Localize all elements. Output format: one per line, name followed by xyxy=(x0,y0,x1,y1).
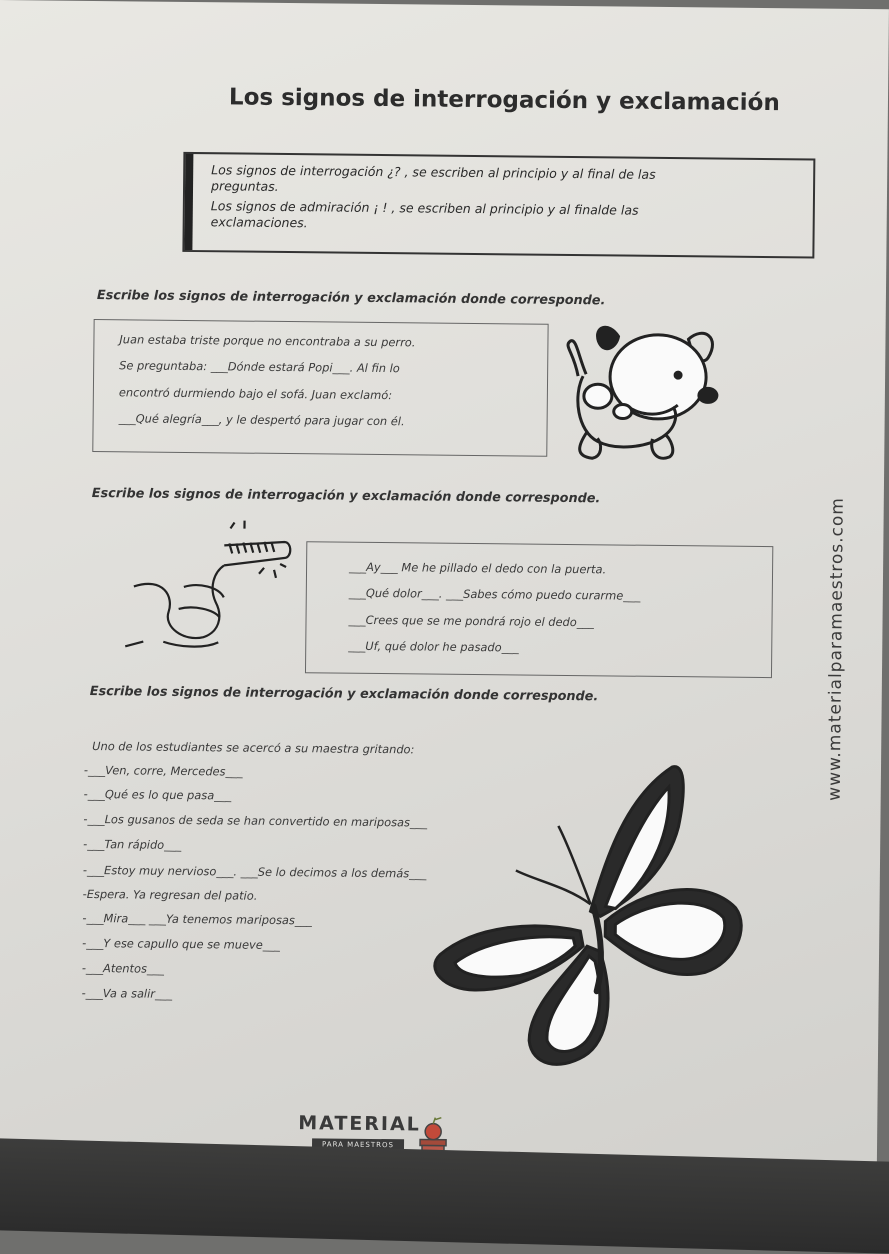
rule-box xyxy=(182,152,815,259)
exercise-3-line-8: -___Y ese capullo que se mueve___ xyxy=(82,935,280,952)
exercise-3-line-5: -___Estoy muy nervioso___. ___Se lo decimos a los demás___ xyxy=(82,862,427,881)
dog-illustration xyxy=(557,316,729,473)
exercise-3-line-2: -___Qué es lo que pasa___ xyxy=(83,786,232,803)
exercise-1-line-4: ___Qué alegría___, y le despertó para jugar con él. xyxy=(118,411,405,429)
pinched-finger-illustration xyxy=(123,516,304,658)
instruction-2: Escribe los signos de interrogación y exclamación donde corresponde. xyxy=(91,485,601,507)
exercise-3-line-10: -___Va a salir___ xyxy=(81,985,173,1001)
exercise-1-line-3: encontró durmiendo bajo el sofá. Juan exclamó: xyxy=(118,385,393,403)
exercise-3-intro: Uno de los estudiantes se acercó a su maestra gritando: xyxy=(92,739,415,757)
exercise-2-line-1: ___Ay___ Me he pillado el dedo con la puerta. xyxy=(349,559,607,577)
butterfly-illustration xyxy=(414,754,757,1078)
instruction-1: Escribe los signos de interrogación y exclamación donde corresponde. xyxy=(96,288,606,309)
exercise-3-line-6: -Espera. Ya regresan del patio. xyxy=(82,886,258,903)
exercise-1-line-1: Juan estaba triste porque no encontraba a su perro. xyxy=(119,332,416,350)
logo-word: MATERIAL xyxy=(298,1112,421,1136)
exercise-3-line-3: -___Los gusanos de seda se han convertido en mariposas___ xyxy=(83,811,428,830)
exercise-3-line-4: -___Tan rápido___ xyxy=(83,836,182,852)
rule-line-3: Los signos de admiración ¡ ! , se escriben al principio y al finalde las xyxy=(210,198,639,218)
exercise-3-line-7: -___Mira___ ___Ya tenemos mariposas___ xyxy=(82,910,312,928)
instruction-3: Escribe los signos de interrogación y exclamación donde corresponde. xyxy=(89,683,599,705)
logo-subtitle: PARA MAESTROS xyxy=(312,1138,404,1151)
rule-line-1: Los signos de interrogación ¿? , se escriben al principio y al final de las xyxy=(211,162,656,182)
rule-line-4: exclamaciones. xyxy=(210,214,308,231)
exercise-2-line-4: ___Uf, qué dolor he pasado___ xyxy=(348,638,519,655)
exercise-2-line-3: ___Crees que se me pondrá rojo el dedo___ xyxy=(348,612,594,630)
exercise-2-line-2: ___Qué dolor___. ___Sabes cómo puedo curarme___ xyxy=(348,585,641,603)
exercise-3-line-1: -___Ven, corre, Mercedes___ xyxy=(83,762,243,779)
rule-box-accent-bar xyxy=(184,154,193,250)
watermark-url: www.materialparamaestros.com xyxy=(824,497,848,801)
rule-line-2: preguntas. xyxy=(210,178,279,194)
page-title: Los signos de interrogación y exclamación xyxy=(228,84,780,117)
exercise-3-line-9: -___Atentos___ xyxy=(81,960,165,976)
exercise-1-line-2: Se preguntaba: ___Dónde estará Popi___. Al fin lo xyxy=(119,358,400,376)
